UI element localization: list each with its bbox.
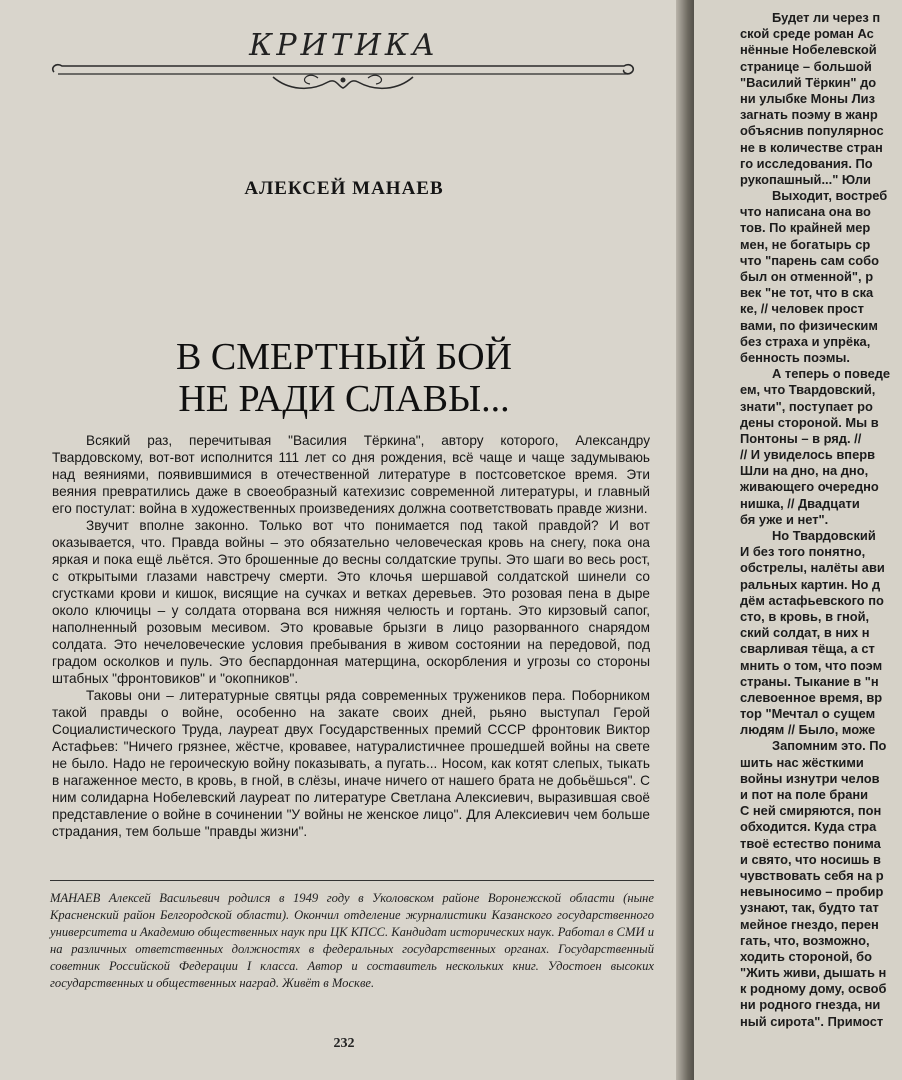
right-page-line: гать, что, возможно, bbox=[740, 932, 870, 948]
paragraph: Звучит вполне законно. Только вот что понимается под такой правдой? И вот оказывается, что. Правда войны – это обязательно человеческая кровь на снегу, пока она яркая и пока ещё льётся. Это брошенные до весны солдатские трупы. Это шаги во весь рост, с открытыми глазами навстречу смерти. Это клочья шершавой солдатской шинели со сгустками крови и кишок, висящие на сучках и ветках деревьев. Это розовая пена в дыре около ключицы – у солдата оторвана вся нижняя челюсть и гортань. Это кирзовый сапог, наполненный розовым месивом. Это кровавые брызги в лицо разорванного снарядом солдата. Это нечеловеческие условия пребывания в живом состоянии на передовой, под градом осколков и пуль. Это беспардонная матерщина, оскорбления и угрозы со стороны штабных "фронтовиков" и "окопников". bbox=[52, 518, 650, 686]
paragraph: Таковы они – литературные святцы ряда современных тружеников пера. Поборником такой правды о войне, особенно на закате своих дней, рьяно выступал Герой Социалистического Труда, лауреат двух Государственных премий СССР фронтовик Виктор Астафьев: "Ничего грязнее, жёстче, кровавее, натуралистичнее прошедшей войны на свете не было. Надо не героическую войну показывать, а пугать... Носом, как котят слепых, тыкать в нагаженное место, в кровь, в гной, в слёзы, иначе ничего от нашего брата не добьёшься". С ним солидарна Нобелевский лауреат по литературе Светлана Алексиевич, выразившая своё представление о войне в сочинении "У войны не женское лицо". Для Алексиевич чем больше страдания, тем больше "правды жизни". bbox=[52, 688, 650, 839]
right-page-line: ходить стороной, бо bbox=[740, 948, 872, 964]
right-page-line: войны изнутри челов bbox=[740, 770, 880, 786]
right-page-text bbox=[740, 10, 902, 1030]
right-page-line: Но Твардовский bbox=[772, 528, 876, 543]
right-page-line: нённые Нобелевской bbox=[740, 42, 877, 58]
right-page-line: ской среде роман Ас bbox=[740, 26, 874, 42]
right-page-line: // И увиделось вперв bbox=[740, 447, 876, 463]
right-page-line: ный сирота". Примост bbox=[740, 1013, 884, 1029]
author-name: АЛЕКСЕЙ МАНАЕВ bbox=[244, 178, 444, 199]
right-page-line: мнить о том, что поэм bbox=[740, 657, 883, 673]
right-page-line: вами, по физическим bbox=[740, 317, 878, 333]
right-page-line: ральных картин. Но д bbox=[740, 576, 881, 592]
right-page-line: "Жить живи, дышать н bbox=[740, 965, 887, 981]
right-page-line: рукопашный..." Юли bbox=[740, 171, 871, 187]
title-line: В СМЕРТНЫЙ БОЙ bbox=[176, 336, 512, 378]
right-page-line: и пот на поле брани bbox=[740, 787, 869, 802]
right-page-line: не в количестве стран bbox=[740, 139, 883, 155]
right-page-line: ке, // человек прост bbox=[740, 301, 864, 317]
right-page-line: бя уже и нет". bbox=[740, 511, 829, 527]
right-page-line: мейное гнездо, перен bbox=[740, 916, 879, 932]
right-page-line: тор "Мечтал о сущем bbox=[740, 706, 876, 722]
right-page-line: Выходит, востреб bbox=[772, 188, 888, 204]
right-page-line: что написана она во bbox=[740, 204, 871, 220]
article-body bbox=[52, 432, 650, 840]
right-page-line: мен, не богатырь ср bbox=[740, 236, 871, 252]
right-page-line: дём астафьевского по bbox=[740, 592, 884, 608]
right-page-line: ский солдат, в них н bbox=[740, 625, 870, 641]
right-page-line: без страха и упрёка, bbox=[740, 333, 871, 349]
right-page-line: людям // Было, може bbox=[740, 722, 876, 738]
article-title bbox=[0, 336, 688, 420]
right-page-line: го исследования. По bbox=[740, 155, 873, 171]
right-page-line: век "не тот, что в ска bbox=[740, 285, 874, 301]
right-page-line: шить нас жёсткими bbox=[740, 754, 864, 770]
right-page-line: сварливая тёща, а ст bbox=[740, 641, 875, 657]
right-page-line: слевоенное время, вр bbox=[740, 689, 883, 705]
right-page-line: и свято, что носишь в bbox=[740, 851, 881, 867]
right-page-line: узнают, так, будто тат bbox=[740, 900, 879, 916]
right-page bbox=[694, 0, 902, 1080]
right-page-line: загнать поэму в жанр bbox=[740, 107, 878, 123]
right-page-line: сто, в кровь, в гной, bbox=[740, 608, 870, 624]
right-page-line: чувствовать себя на р bbox=[740, 867, 884, 883]
title-line: НЕ РАДИ СЛАВЫ... bbox=[178, 378, 510, 420]
right-page-line: страны. Тыкание в "н bbox=[740, 673, 879, 689]
right-page-line: ем, что Твардовский, bbox=[740, 382, 876, 398]
right-page-line: к родному дому, освоб bbox=[740, 981, 887, 997]
right-page-line: С ней смиряются, пон bbox=[740, 803, 882, 819]
right-page-line: обстрелы, налёты ави bbox=[740, 560, 885, 576]
paragraph: Всякий раз, перечитывая "Василия Тёркина", автору которого, Александру Твардовскому, вот-вот исполнится 111 лет со дня рождения, всё чаще и чаще задумываюь над веяниями, появившимися в отечественной литературе в постсоветское время. Эти веяния превратились даже в своеобразный катехизис современной литературы, и главный его постулат: война в художественных произведениях должна соответствовать правде жизни. bbox=[52, 433, 650, 516]
section-title: КРИТИКА bbox=[249, 28, 439, 63]
right-page-line: нишка, // Двадцати bbox=[740, 495, 860, 511]
right-page-line: знати", поступает ро bbox=[740, 398, 873, 414]
right-page-line: ни улыбке Моны Лиз bbox=[740, 90, 876, 106]
right-page-line: что "парень сам собо bbox=[740, 252, 879, 268]
ornament-divider bbox=[48, 60, 638, 94]
right-page-line: странице – большой bbox=[740, 58, 872, 74]
right-page-line: твоё естество понима bbox=[740, 835, 881, 851]
right-page-line: невыносимо – пробир bbox=[740, 884, 884, 900]
right-page-line: бенность поэмы. bbox=[740, 349, 850, 365]
right-page-line: объяснив популярнос bbox=[740, 123, 884, 139]
page-number: 232 bbox=[333, 1036, 355, 1051]
right-page-line: А теперь о поведе bbox=[772, 366, 891, 382]
right-page-line: обходится. Куда стра bbox=[740, 819, 877, 835]
right-page-line: И без того понятно, bbox=[740, 544, 866, 560]
right-page-line: ни родного гнезда, ни bbox=[740, 997, 881, 1013]
right-page-line: живающего очередно bbox=[740, 479, 879, 495]
book-gutter bbox=[676, 0, 696, 1080]
footnote-rule bbox=[50, 880, 654, 881]
right-page-line: "Василий Тёркин" до bbox=[740, 74, 877, 90]
author-bio: МАНАЕВ Алексей Васильевич родился в 1949 году в Уколовском районе Воронежской области (ныне Красненский район Белгородской области). Окончил отделение журналистики Казанского государственного университета и Академию общественных наук при ЦК КПСС. Кандидат исторических наук. Работал в СМИ и на различных ответственных должностях в федеральных государственных органах. Государственный советник Российской Федерации I класса. Автор и составитель нескольких книг. Удостоен высоких государственных и общественных наград. Живёт в Москве. bbox=[50, 891, 654, 990]
right-page-line: Понтоны – в ряд. // bbox=[740, 430, 862, 446]
right-page-line: Запомним это. По bbox=[772, 738, 887, 754]
right-page-line: дены стороной. Мы в bbox=[740, 414, 879, 430]
right-page-line: был он отменной", р bbox=[740, 269, 874, 284]
right-page-line: Шли на дно, на дно, bbox=[740, 463, 869, 479]
right-page-line: тов. По крайней мер bbox=[740, 220, 871, 236]
right-page-line: Будет ли через п bbox=[772, 10, 881, 25]
